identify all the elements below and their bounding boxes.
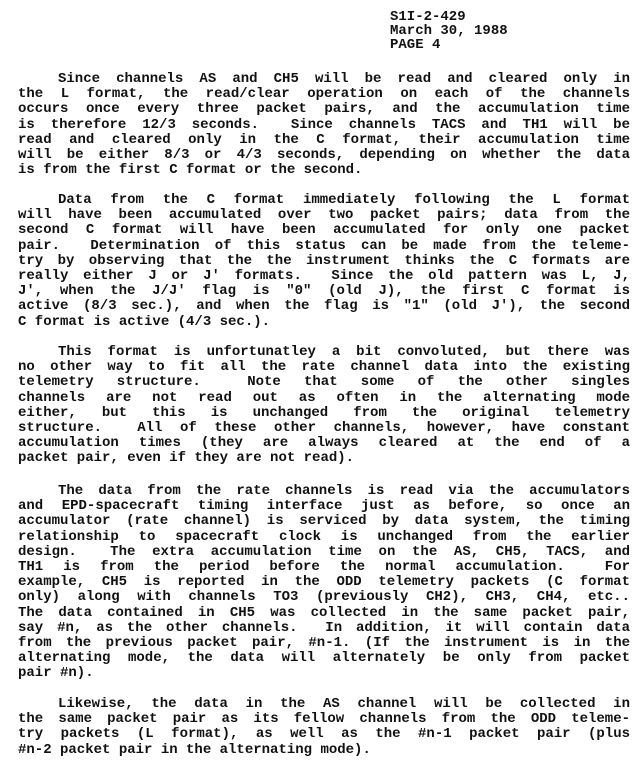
paragraph-4: [18, 484, 630, 681]
paragraph-line: is therefore 12/3 seconds. Since channels TACS and TH1 will be: [18, 117, 630, 133]
paragraph-line: no other way to fit all the rate channel data into the existing: [18, 360, 630, 376]
document-date: March 30, 1988: [390, 23, 508, 39]
page-number: PAGE 4: [390, 37, 441, 53]
paragraph-1: [18, 72, 630, 178]
document-id: S1I-2-429: [390, 9, 466, 25]
paragraph-line: pair. Determination of this status can be made from the teleme-: [18, 238, 630, 254]
paragraph-line: and EPD-spacecraft timing interface just as before, so once an: [18, 499, 630, 515]
paragraph-line: pair #n).: [18, 666, 94, 682]
paragraph-line: try by observing that the the instrument thinks the C formats are: [18, 253, 630, 269]
paragraph-line: the L format, the read/clear operation on each of the channels: [18, 87, 630, 103]
paragraph-line: alternating mode, the data will alternately be only from packet: [18, 651, 630, 667]
paragraph-line: structure. All of these other channels, however, have constant: [18, 420, 630, 436]
paragraph-line: The data contained in CH5 was collected in the same packet pair,: [18, 605, 630, 621]
paragraph-line: read and cleared only in the C format, their accumulation time: [18, 132, 630, 148]
paragraph-line: the same packet pair as its fellow channels from the ODD teleme-: [18, 712, 630, 728]
paragraph-line: only) along with channels TO3 (previously CH2), CH3, CH4, etc..: [18, 590, 630, 606]
paragraph-line: The data from the rate channels is read via the accumulators: [58, 484, 630, 499]
page-header: [390, 10, 508, 52]
paragraph-line: say #n, as the other channels. In addition, it will contain data: [18, 620, 630, 636]
paragraph-line: try packets (L format), as well as the #n-1 packet pair (plus: [18, 727, 630, 743]
paragraph-line: will be either 8/3 or 4/3 seconds, depending on whether the data: [18, 147, 630, 163]
paragraph-line: J', when the J/J' flag is "0" (old J), the first C format is: [18, 284, 630, 300]
paragraph-line: will have been accumulated over two packet pairs; data from the: [18, 208, 630, 224]
paragraph-line: This format is unfortunatley a bit convoluted, but there was: [58, 345, 630, 360]
paragraph-line: design. The extra accumulation time on the AS, CH5, TACS, and: [18, 544, 630, 560]
paragraph-line: accumulation times (they are always cleared at the end of a: [18, 436, 630, 452]
paragraph-line: channels are not read out as often in the alternating mode: [18, 390, 630, 406]
paragraph-line: #n-2 packet pair in the alternating mode).: [18, 742, 371, 758]
paragraph-line: really either J or J' formats. Since the old pattern was L, J,: [18, 268, 630, 284]
paragraph-line: from the previous packet pair, #n-1. (If the instrument is in the: [18, 635, 630, 651]
paragraph-line: telemetry structure. Note that some of the other singles: [18, 375, 630, 391]
paragraph-line: second C format will have been accumulated for only one packet: [18, 223, 630, 239]
paragraph-line: Data from the C format immediately following the L format: [58, 193, 630, 208]
paragraph-line: is from the first C format or the second.: [18, 163, 363, 179]
paragraph-line: C format is active (4/3 sec.).: [18, 314, 271, 330]
paragraph-line: either, but this is unchanged from the original telemetry: [18, 405, 630, 421]
paragraph-line: occurs once every three packet pairs, and the accumulation time: [18, 102, 630, 118]
paragraph-line: active (8/3 sec.), and when the flag is "1" (old J'), the second: [18, 299, 630, 315]
paragraph-line: packet pair, even if they are not read).: [18, 451, 355, 467]
paragraph-line: accumulator (rate channel) is serviced by data system, the timing: [18, 514, 630, 530]
paragraph-line: TH1 is from the period before the normal accumulation. For: [18, 559, 630, 575]
paragraph-line: relationship to spacecraft clock is unchanged from the earlier: [18, 529, 630, 545]
paragraph-2: [18, 193, 630, 330]
paragraph-line: Since channels AS and CH5 will be read and cleared only in: [58, 72, 630, 87]
paragraph-5: [18, 697, 630, 758]
paragraph-line: example, CH5 is reported in the ODD telemetry packets (C format: [18, 575, 630, 591]
paragraph-line: Likewise, the data in the AS channel will be collected in: [58, 697, 630, 712]
paragraph-3: [18, 345, 630, 467]
